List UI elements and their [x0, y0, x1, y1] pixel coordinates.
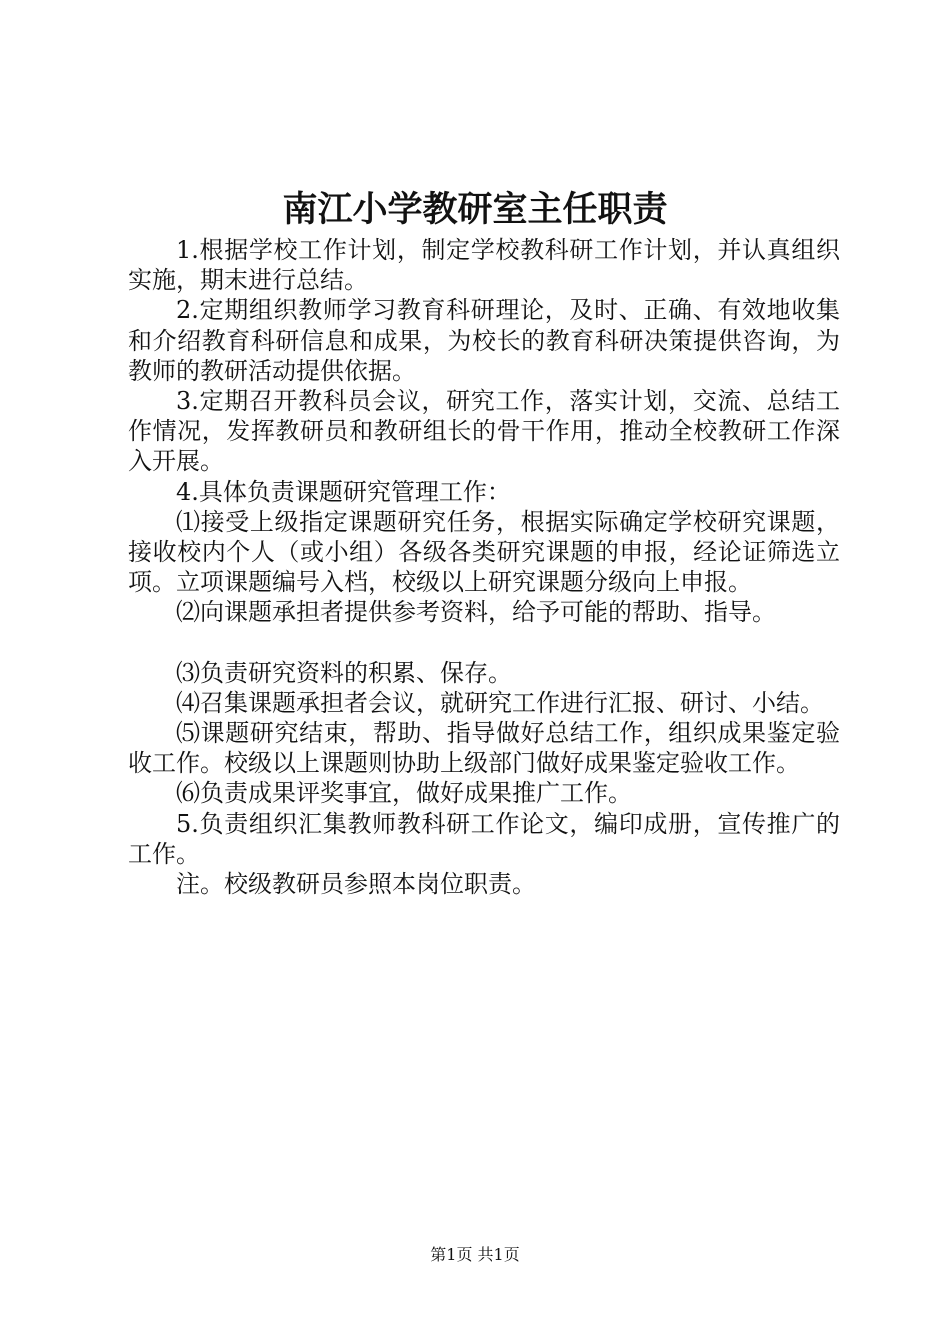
document-body: [128, 235, 840, 899]
paragraph-5: 5.负责组织汇集教师教科研工作论文，编印成册，宣传推广的工作。: [128, 809, 840, 868]
paragraph-3: 3.定期召开教科员会议，研究工作，落实计划，交流、总结工作情况，发挥教研员和教研组长的骨干作用，推动全校教研工作深入开展。: [128, 387, 840, 476]
paragraph-4-5: ⑸课题研究结束，帮助、指导做好总结工作，组织成果鉴定验收工作。校级以上课题则协助上级部门做好成果鉴定验收工作。: [128, 719, 840, 778]
paragraph-4: 4.具体负责课题研究管理工作：: [176, 477, 511, 506]
page-footer: 第1页 共1页: [430, 1245, 520, 1264]
paragraph-1: 1.根据学校工作计划，制定学校教科研工作计划，并认真组织实施，期末进行总结。: [128, 236, 840, 295]
paragraph-4-6: ⑹负责成果评奖事宜，做好成果推广工作。: [176, 779, 632, 808]
note-paragraph: 注。校级教研员参照本岗位职责。: [176, 870, 536, 899]
paragraph-4-1: ⑴接受上级指定课题研究任务，根据实际确定学校研究课题，接收校内个人（或小组）各级各类研究课题的申报，经论证筛选立项。立项课题编号入档，校级以上研究课题分级向上申报。: [128, 507, 840, 597]
document-title: 南江小学教研室主任职责: [282, 189, 668, 230]
paragraph-4-4: ⑷召集课题承担者会议，就研究工作进行汇报、研讨、小结。: [176, 688, 824, 717]
paragraph-4-3: ⑶负责研究资料的积累、保存。: [176, 658, 512, 687]
paragraph-4-2: ⑵向课题承担者提供参考资料，给予可能的帮助、指导。: [176, 598, 776, 627]
paragraph-2: 2.定期组织教师学习教育科研理论，及时、正确、有效地收集和介绍教育科研信息和成果，为校长的教育科研决策提供咨询，为教师的教研活动提供依据。: [128, 296, 840, 385]
